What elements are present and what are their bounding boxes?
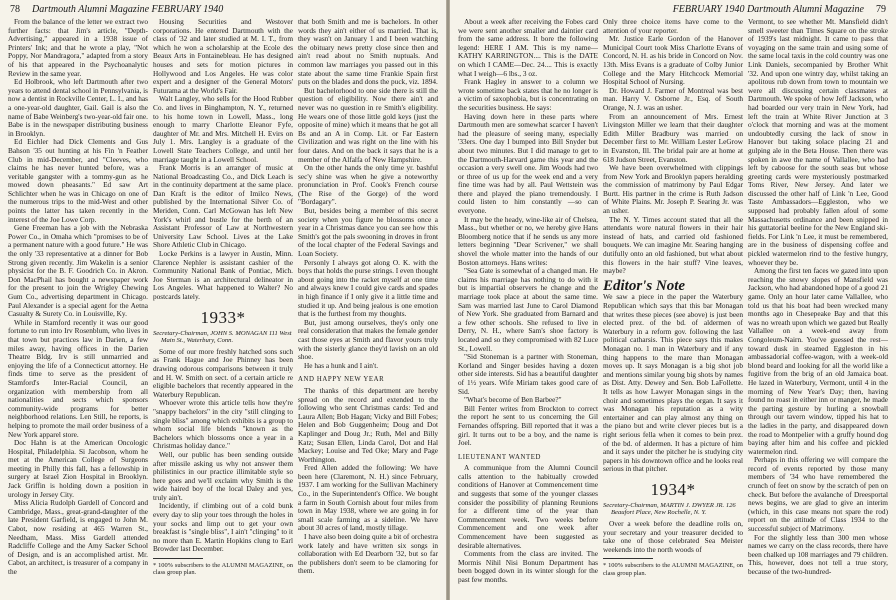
paragraph: Doc Hahn is at the American Oncologic Hospital, Philadelphia. Si Jacobson, whom he met at the American College of Surgeons meeting in Philly this fall, has a fellowship in surgery at Israel Zion Hospital in Brooklyn. Jack Griffin is holding down a position in urology in Jersey City.: [8, 438, 148, 499]
paragraph: Frank Morris is an arranger of music at National Broadcasting Co., and Dick Leach is in the continuity department at the same place. Dan Kraft is the editor of Imilco News, published by the International Silver Co. of Meriden, Conn. Carl McGowan has left New York's whirl and bustle for the berth of an Assistant Professor of Law at Northwestern University Law School. Lives at the Lake Shore Athletic Club in Chicago.: [153, 163, 293, 250]
paragraph: From an announcement of Mrs. Ernest Livingston Miller we learn that their daughter Edith Miller Bradbury was married on December first to Mr. William Lester LeGrow in Evanston, Ill. The bridal pair are at home at 618 Judson Street, Evanston.: [603, 111, 743, 164]
paragraph: A communique from the Alumni Council calls attention to the habitually crowded conditions of Hanover at Commencement time and suggests that some of the younger classes consider the possibility of planning Reunions for a different time of the year than Commencement week. Two weeks before Commencement and one week after Commencement have been suggested as desirable alternatives.: [458, 463, 598, 550]
paragraph: Only three choice items have come to the attention of your reporter.: [603, 18, 743, 35]
paragraph: "Sea Gate is somewhat of a changed man. He claims his marriage has nothing to do with it but is impartial observers he change and the marriage took place at about the same time. Sam was married last June to Carol Diamond of New York. She graduated from Barnard and a few other schools. She refused to live in Derry, N. H., where Sam's shoe factory is located and so they compromised with 82 Luce St., Lowell.: [458, 266, 598, 353]
paragraph: Dr. Howard J. Farmer of Montreal was best man. Harry V. Osborne Jr., Esq. of South Orange, N. J. was an usher.: [603, 85, 743, 112]
paragraph: "Sid Stoneman is a partner with Stoneman, Korland and Singer besides having a dozen other side interests. Sid has a beautiful daughter of 1½ years. Wife Miriam takes good care of Sid.: [458, 352, 598, 396]
subscriber-footnote: * 100% subscribers to the ALUMNI MAGAZINE, on class group plan.: [153, 562, 293, 577]
paragraph: Among the first ten faces we gazed into upon reaching the snowy slopes of Mansfield was Jackson, who had abandoned hope of a good 21 game. Only an hour later came Vallallee, who told us that his boat had been wrecked many months ago in Chesepeake Bay and that this was no wreath upon which we gazed but Really Vallallee on a week-end away from Congoleum-Nairn. You've guessed the rest—toward dusk in steamed Eggleston in his ambassadorial coffee-wagon, with a week-old blond beard and looking for all the world like a fugitive from the brig of an old Jamaica boat. He lazed in Waterbury, Vermont, until 4 in the morning of New Year's Day; then, having found no roast in either inn or manger, he made the parting gesture by hurling a snowball through our tavern window, tipped his hat to the ladies in the party, and disappeared down the road to Montpelier with a gruffy hound dog baying after him and his coffee and pickled watermelon rind.: [748, 266, 888, 456]
paragraph: Incidently, if climbing out of a cold bunk every day to slip your toes through the holes in your socks and limp out to get your own breakfast is "single bliss", I ain't "clinging" to it no more than E. Martin Hopkins clung to Earl Browder last December.: [153, 501, 293, 554]
paragraph: Some of our more freshly hatched sons such as Frank Hague and Joe Phinney has been drawing odorous comparisons between it truly and H. W. Smith on sect. of a certain article re eligible bachelors that recently appeared in the Waterbury Republican.: [153, 346, 293, 399]
paragraph: I have also been doing quite a bit of orchestra work lately and have written six songs in collaboration with Ed Dearborn '32, but so far the publishers don't seem to be clamoring for them.: [298, 532, 438, 576]
right-column-3: [748, 18, 888, 596]
right-column-1: [458, 18, 598, 596]
left-column-3: [298, 18, 438, 596]
left-running-head: [10, 4, 436, 18]
paragraph: Walt Langley, who sells for the Hood Rubber Co. and lives in Binghampton, N. Y., returned to his home town in Lowell, Mass., long enough to marry Charlotte Eleanor Fyfe, daughter of Mr. and Mrs. Mitchell H. Evirs on July 1. Mrs. Langley is a graduate of the Lowell State Teachers College, and until her marriage taught in a Lowell School.: [153, 94, 293, 164]
editors-note-heading: Editor's Note: [603, 277, 686, 294]
left-header-title: Dartmouth Alumni Magazine FEBRUARY 1940: [32, 4, 224, 15]
paragraph: About a week after receiving the Fobes card we were sent another smaller and daintier card from the same address. It bore the following legend: HERE I AM. This is my name—KATHY KARRINGTON.... This is the DATE on which I CAME—Dec. 24.... This is exactly what I weigh—6 lbs., 3 oz.: [458, 18, 598, 78]
paragraph: For the slightly less than 300 men whose names we carry on the class records, there have been chalked up 108 marriages and 79 children. This, however, does not tell a true story, because of the two-hundred-: [748, 532, 888, 576]
paragraph: that both Smith and me is bachelors. In other words they ain't either of us married. That is, they wasn't on January 1 and I been watching the obituary news pretty close since then and ain't read about no Smith nuptuals. And common law marriages you passed out in this state about the same time Frankie Spain first puts on the blades and dons the puck, viz. 1894.: [298, 18, 438, 87]
paragraph: Having down here in these parts where Dartmouth men are somewhat scarcer I haven't had the pleasure of seeing many, especially '33ers. One day I bumped into Bill Snyder but about two minutes. But I did manage to get to the Dartmouth-Harvard game this year and the occasion a very swell one. Jim Woods had two or three of us up for the week end and a very fine time was had by all. Paul Wettstein was there and played the piano tremendously. I could listen to him constantly —so can everyone.: [458, 111, 598, 216]
footnote-rule: [603, 558, 653, 559]
paragraph: The N. Y. Times account stated that all the attendants wore natural flowers in their hair instead of hats, and carried old fashioned bouquets. We can imagine Mr. Searing hanging dutifully onto an old fashioned, but what about this flowers in the hair stuff? Vine leaves, maybe?: [603, 214, 743, 276]
paragraph: Gene Freeman has a job with the Nebraska Power Co., in Omaha which "promises to be of a permanent nature with a good future." He was the only '33 representative at a dinner for Bob Strong given recently. Jim Wakelin is a senior physicist for the B. F. Goodrich Co. in Akron. Don MacPhail has bought a newspaper work for the present to join the Wrigley Chewing Gum Co., advertising department in Chicago. Paul Alexander is a special agent for the Aetna Casualty & Surety Co. in Louisville, Ky.: [8, 223, 148, 319]
paragraph: Well, our public has been sending outside after missile asking us why not answer them philistinics in our practice illimitable style so here goes and we'll exclaim why Smith is the wide haired boy of the local Daley and yes, truly ain't.: [153, 449, 293, 502]
paragraph: Frank Hagley in answer to a column we wrote sometime back states that he no longer is a victim of saxophobia, but is concentrating on the securities business. He says:: [458, 77, 598, 112]
paragraph: Perhaps in this offering we will compare the record of events reported by those many members of '34 who have remembered the crunch of feet on snow by the scratch of pen on check. But before the avalanche of Dreesportal news begins, we are glad to give an interim (which, in this case means not spare the rod) report on the attitude of Class 1934 to the successful subject of Matrimony.: [748, 455, 888, 534]
footnote-rule: [153, 558, 203, 559]
right-header-title: FEBRUARY 1940 Dartmouth Alumni Magazine: [672, 4, 864, 15]
paragraph: We saw a piece in the paper the Waterbury Republican which says that this bar Monagan that writes these pieces (see above) is just been elected prez. of the bd. of aldermen of Waterbury in a reform gov. following the last political catharsis. This piece says this makes Monagan no. 1 man in Waterbury and if any thing happens to the mare than Monagan moves up. It says Monagan is a big shot job and mentions similar young big shots by names as Dist. Atty. Dewey and Sen. Bob LaFollette. It tells as how Lawyer Monagan sings in the choir and sometimes plays the organ. It says it was Monagan his reputation as a wity entertainer and can play almost any thing on the piano but and write clever pieces but is a right serious fella when it comes to bein prez. of the bd. of aldermen. It has a picture of him and it says under the pitcher he is studying city papers in his downtown office and he looks real serious in that pitcher.: [603, 292, 743, 474]
paragraph: Whoever wrote this article tells how they're "snappy bachelors" in the city "still clinging to single bliss" among which exhibits is a group to whom social life blends "known as the Bachelors which blossoms once a year in a Christmas holiday dance.": [153, 398, 293, 451]
class-1934-secretary: Secretary-Chairman, MARTIN J. DWYER JR. 126 Beaufort Place, New Rochelle, N. Y.: [603, 501, 736, 517]
paragraph: But, besides being a member of this secret society when you figure he blossoms once a year in a Christmas dance you can see how this Smith's got the pals swooning in droves in front of the local chapter of the Federal Savings and Loan Society.: [298, 206, 438, 259]
paragraph: But, just among ourselves, they's only one real consideration that makes the female gender cast those eyes at Smith and flavor yours truly with the sisterly glance they'd lavish on an old shoe.: [298, 317, 438, 362]
paragraph: Ed Holbrook, who left Dartmouth after two years to attend dental school in Pennsylvania, is now a dentist in Rockville Center, L. I., and has a one-year-old daughter, Gail. Gail is also the name of Babe Weinberg's two-year-old fair one. Babe is in the newspaper distributing business in Brooklyn.: [8, 77, 148, 138]
paragraph: He has a hunk and I ain't.: [304, 360, 379, 370]
paragraph: Bill Fenter writes from Brockton to correct the report he sent to us concerning the Gil Fernandes offspring. Bill reported that it was a girl. It turns out to be a boy, and the name is Joel.: [458, 403, 598, 448]
paragraph: "What's become of Ben Barbee?": [464, 395, 562, 405]
left-page: [0, 0, 446, 600]
new-year-subheading: AND HAPPY NEW YEAR: [298, 376, 385, 384]
right-page: [450, 0, 896, 600]
paragraph: Locke Perkins is a lawyer in Austin, Minn. Clarence Nephler is assistant cashier of the Community National Bank of Pontiac, Mich. Joe Sterman is an architectural delineator in Los Angeles. What happened to Walter? No postcards lately.: [153, 249, 293, 301]
paragraph: Vermont, to see whether Mt. Mansfield didn't smell sweeter than Times Square on the stroke of 1939's last midnight. It came to pass that voyaging on the same train and using some of the same local taxis in the cold country was one Link Daniels, secompanied by Brother Whit '32. And upon one wintry day, whilst taking an apolitous rub down from town to mountain we were all discussing certain classmates at Dartmouth. We spoke of how Jeff Jackson, who had boarded our very train in New York, had left the train at White River Junction at 3 o'clock that morning and was at the moment undoubtedly cursing the lack of snow in Hanover but taking solace placing 21 and gulping ale in the Beta House. Then there was spoken in awe the name of Vallallee, who had left by caboose for the south seas but whose greeting cards were mysteriously postmarked Toms River, New Jersey. And later we discussed the other half of Link 'n Lee, Good Taste Ambassadors—Eggleston, who we supposed had probably fallen afoul of some Massachusetts ordinance and been snipped in his guttatorial beeline for the New England ski-fields. For Link 'n Lee, it must be remembered, are in the business of dispensing coffee and pickled watermelon rind to the festive hungry, whoever they be.: [748, 18, 888, 267]
paragraph: Over a week before the deadline rolls on, your secretary and your treasurer decided to take one of those celebrated Sea Meister weekends into the north woods of: [603, 519, 743, 554]
left-column-1: [8, 18, 148, 596]
paragraph: Mr. Justice Earle Gordon of the Hanover Municipal Court took Miss Charlotte Evans of Concord, N. H. as his bride in Concord on Nov. 13th. Miss Evans is a graduate of Colby Junior College and the Mary Hitchcock Memorial Hospital School of Nursing.: [603, 34, 743, 87]
class-1933-heading: 1933*: [200, 307, 246, 327]
paragraph: Ed Eichler had Dick Clements and Gus Bahson '35 out hunting at his Fin 'n Feather Club in mid-December, and "Cleeves, who claims he has never hunted before, was a veritable gangster with a tommy-gun as he mowed down pheasants." Ed saw Art Schlichter when he was in Chicago on one of the numerous trips to the mid-West and other points the latter has taken recently in the interest of the Joe Lowe Corp.: [8, 137, 148, 224]
right-page-number: 79: [876, 4, 886, 15]
paragraph: We have been overwhelmed with clippings from New York and Brooklyn papers heralding the commission of matrimony by Paul Edgar Burtt. His partner in the crime is Ruth Jadson of White Plains. Mr. Joseph P. Searing Jr. was an usher.: [603, 163, 743, 216]
class-1933-secretary: Secretary-Chairman, JOHN S. MONAGAN 111 West Main St., Waterbury, Conn.: [153, 329, 292, 345]
left-page-number: 78: [10, 4, 20, 15]
paragraph: Personly I always got along O. K. with the boys that holds the purse strings. I even thought about going into the racket myself at one time and always knew I could give cards and spades in high finance if I only give it a little time and studied it up. And being jealous is one emotion that is the furthest from my thoughts.: [298, 257, 438, 319]
right-running-head: [460, 4, 886, 18]
paragraph: Housing Securities and Westover corporations. He entered Dartmouth with the class of '32 and later studied at M. I. T., from which he won a scholarship at the Ecole des Beaux Arts in Fontainebleau. He has designed houses and sets for motion pictures in Hollywood and Los Angeles. He was color expert and a designer of the General Motors' Futurama at the World's Fair.: [153, 18, 293, 95]
paragraph: From the balance of the letter we extract two further facts: that Jim's article, "Depth-Advertising," appeared in a 1938 issue of Printers' Ink; and that he wrote a play, "Not Poppy, Nor Mandragora," adapted from a story of his that appeared in the Psychoanalytic Review in the same year.: [8, 18, 148, 78]
paragraph: While in Stamford recently it was our good fortune to run into Irv Rosenblum, who lives in that town but practices law in Darien, a few miles away, having offices in the Darien Theatre Bldg. Irv is still unmarried and enjoying the life of a Connecticut attorney. He finds time to serve as the president of Stamford's Inter-Racial Council, an organization with membership from all nationalities and sects which sponsors community-wide programs for better neighborhood relations. Len Still, he reports, is helping to promote the mail order business of a New York apparel store.: [8, 317, 148, 439]
paragraph: It may be the heady, wine-like air of Chelsea, Mass., but whether or no, we hereby give Hans Bloomberg notice that if he sends us any more letters beginning "Dear Scrivener," we shall shovel the whole matter into the hands of our Boston attorneys. Hans writes:: [458, 214, 598, 267]
paragraph: Comments from the class are invited. The Mormis Nihil Nisi Bonum Department has been bogged down in its winter slough for the past few months.: [458, 549, 598, 584]
right-column-2: [603, 18, 743, 596]
paragraph: The thanks of this department are hereby spread on the record and extended to the following who sent Christmas cards: Ted and Laura Allen; Bob Hagan; Vicky and Bill Fobes; Helen and Bob Guggenheim; Doug and Dot Kaplinger and Doug Jr.; Ruth, Mel and Billy Katz; Susan Ellen, Linda Carol, Dot and Hal Mackey; Louise and Ted Oke; Mary and Page Worthington.: [298, 385, 438, 464]
subscriber-footnote: * 100% subscribers to the ALUMNI MAGAZINE, on class group plan.: [603, 562, 743, 577]
left-column-2: [153, 18, 293, 596]
class-1934-heading: 1934*: [650, 479, 696, 499]
paragraph: But bachelorhood to one side there is still the question of eligibility. Now there ain't and never was no question in re Smith's eligibility. He wears one of those little gold keys (just the opposite of mine) which it means that he got all Bs and an A in Comp. Lit. or Far Eastern Civilization and was right on the line with his four dates. And on the back it says that he is a member of the Alfalfa of New Hampshire.: [298, 85, 438, 164]
paragraph: Miss Alicia Rudolph Gardell of Concord and Cambridge, Mass., great-grand-daughter of the late President Garfield, is engaged to John M. Cabot, now residing at 465 Warren St., Needham, Mass. Miss Gardell attended Radcliffe College and the Amy Sacker School of Design, and is an accomplished artist. Mr. Cabot, an architect, is treasurer of a company in the: [8, 498, 148, 576]
lieutenant-subheading: LIEUTENANT WANTED: [458, 453, 542, 461]
paragraph: Fred Allen added the following: We have been here (Claremont, N. H.) since February, 1937. I am working for the Sullivan Machinery Co., in the Superintendent's Office. We bought a farm in South Cornish about four miles from town in May 1938, where we are going in for small scale farming as a sideline. We have about 30 acres of land, mostly tillage.: [298, 463, 438, 533]
paragraph: On the other hands the only time yr. bashful sec'y shine was when he give a noteworthy pronunciation in Prof. Cook's French course (The Rise of the Gorge) of the word "Bordagary".: [298, 163, 438, 207]
